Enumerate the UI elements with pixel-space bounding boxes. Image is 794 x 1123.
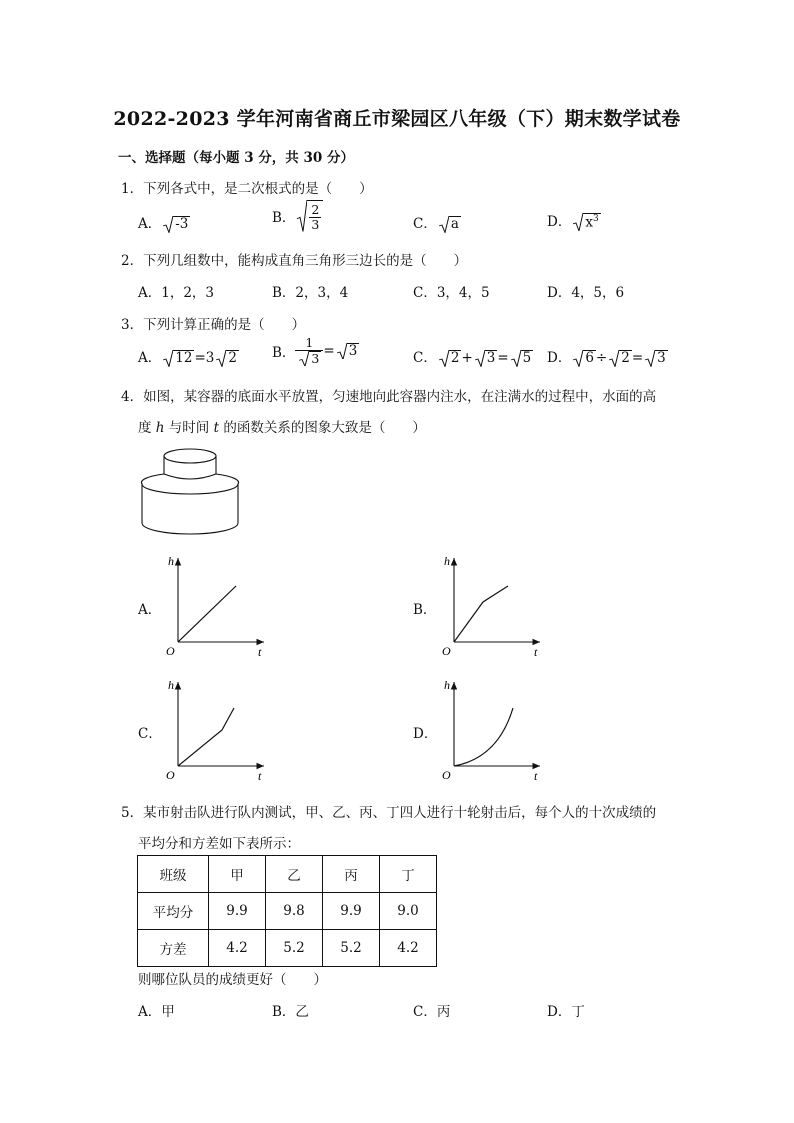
origin-label: O (166, 644, 175, 658)
origin-label: O (166, 768, 175, 782)
table-header-cell: 丙 (323, 856, 380, 893)
graph-c (160, 672, 270, 782)
table-cell: 方差 (138, 930, 209, 967)
q1-a-label: A． (138, 216, 162, 232)
q5-stem-line2: 平均分和方差如下表所示： (138, 836, 300, 852)
q3-option-d[interactable]: D． 6 ÷ 2 = 3 (547, 350, 666, 366)
q5-option-c[interactable]: C．丙 (413, 1004, 451, 1020)
y-axis-label: h (444, 678, 450, 692)
table-header-cell: 乙 (266, 856, 323, 893)
q4-option-c[interactable]: C． (138, 726, 162, 742)
q3-stem: 3．下列计算正确的是（ ） (121, 317, 306, 333)
table-cell: 5.2 (323, 930, 380, 967)
sqrt-icon: 3 (475, 350, 498, 367)
section-heading: 一、选择题（每小题 3 分，共 30 分） (118, 150, 354, 166)
q3-option-b[interactable]: B． $\frac{1}{3}$ = 3 (272, 335, 358, 366)
sqrt-icon: 5 (511, 350, 534, 367)
graph-d (436, 672, 546, 782)
sqrt-icon: 2 (439, 350, 462, 367)
q5-option-d[interactable]: D．丁 (547, 1004, 585, 1020)
q5-option-a[interactable]: A．甲 (138, 1004, 175, 1020)
sqrt-icon: 2 (609, 350, 632, 367)
graph-b (436, 548, 546, 658)
q4-option-a[interactable]: A． (138, 602, 162, 618)
graph-a (160, 548, 270, 658)
sqrt-icon: 6 (573, 350, 596, 367)
table-header-cell: 班级 (138, 856, 209, 893)
sqrt-icon: 3 (337, 343, 360, 360)
sqrt-icon: $x^3$ (573, 213, 600, 231)
q3-option-a[interactable]: A． 12 =3 2 (138, 350, 237, 366)
x-axis-label: t (534, 645, 538, 658)
sqrt-icon: 3 (645, 350, 668, 367)
q2-option-a[interactable]: A．1，2，3 (138, 285, 215, 301)
sqrt-icon: 3 (299, 351, 321, 366)
y-axis-label: h (168, 554, 174, 568)
table-cell: 5.2 (266, 930, 323, 967)
q4-option-b[interactable]: B． (413, 602, 437, 618)
table-cell: 4.2 (380, 930, 437, 967)
table-header-cell: 丁 (380, 856, 437, 893)
q1-option-b[interactable] (272, 200, 323, 232)
q1-option-d[interactable]: D． $x^3$ (547, 213, 599, 230)
sqrt-icon: 12 (163, 350, 194, 367)
sqrt-icon: a (439, 216, 461, 233)
q4-stem-line2: 度 h 与时间 t 的函数关系的图象大致是（ ） (138, 420, 426, 436)
x-axis-label: t (534, 769, 538, 782)
sqrt-icon: 2 (216, 350, 239, 367)
sqrt-icon: -3 (163, 216, 190, 233)
table-cell: 9.8 (266, 893, 323, 930)
q4-option-d[interactable]: D． (413, 726, 438, 742)
table-header-cell: 甲 (209, 856, 266, 893)
q2-option-b[interactable]: B．2，3，4 (272, 285, 349, 301)
table-cell: 平均分 (138, 893, 209, 930)
exam-title: 2022-2023 学年河南省商丘市梁园区八年级（下）期末数学试卷 (113, 108, 681, 130)
x-axis-label: t (258, 769, 262, 782)
table-cell: 9.9 (209, 893, 266, 930)
sqrt-icon: $\frac{2}{3}$ (297, 200, 323, 232)
q5-option-b[interactable]: B．乙 (272, 1004, 309, 1020)
y-axis-label: h (444, 554, 450, 568)
q1-stem: 1．下列各式中，是二次根式的是（ ） (121, 181, 373, 197)
q2-stem: 2．下列几组数中，能构成直角三角形三边长的是（ ） (121, 253, 468, 269)
origin-label: O (442, 768, 451, 782)
q1-option-c[interactable]: C． a (413, 216, 459, 232)
table-header-row (138, 856, 437, 893)
q5-stem-line1: 5．某市射击队进行队内测试，甲、乙、丙、丁四人进行十轮射击后，每个人的十次成绩的 (121, 805, 657, 821)
table-cell: 4.2 (209, 930, 266, 967)
y-axis-label: h (168, 678, 174, 692)
origin-label: O (442, 644, 451, 658)
q1-option-a[interactable] (138, 212, 190, 233)
table-row (138, 930, 437, 967)
q3-option-c[interactable]: C． 2 + 3 = 5 (413, 350, 532, 366)
q2-option-c[interactable]: C．3，4，5 (413, 285, 490, 301)
scores-table (137, 855, 437, 967)
q5-question: 则哪位队员的成绩更好（ ） (138, 972, 327, 988)
x-axis-label: t (258, 645, 262, 658)
q4-stem-line1: 4．如图，某容器的底面水平放置，匀速地向此容器内注水，在注满水的过程中，水面的高 (121, 389, 657, 405)
table-cell: 9.0 (380, 893, 437, 930)
container-figure (138, 446, 242, 538)
q1-b-label: B． (272, 209, 296, 226)
table-cell: 9.9 (323, 893, 380, 930)
q2-option-d[interactable]: D．4，5，6 (547, 285, 625, 301)
table-row (138, 893, 437, 930)
